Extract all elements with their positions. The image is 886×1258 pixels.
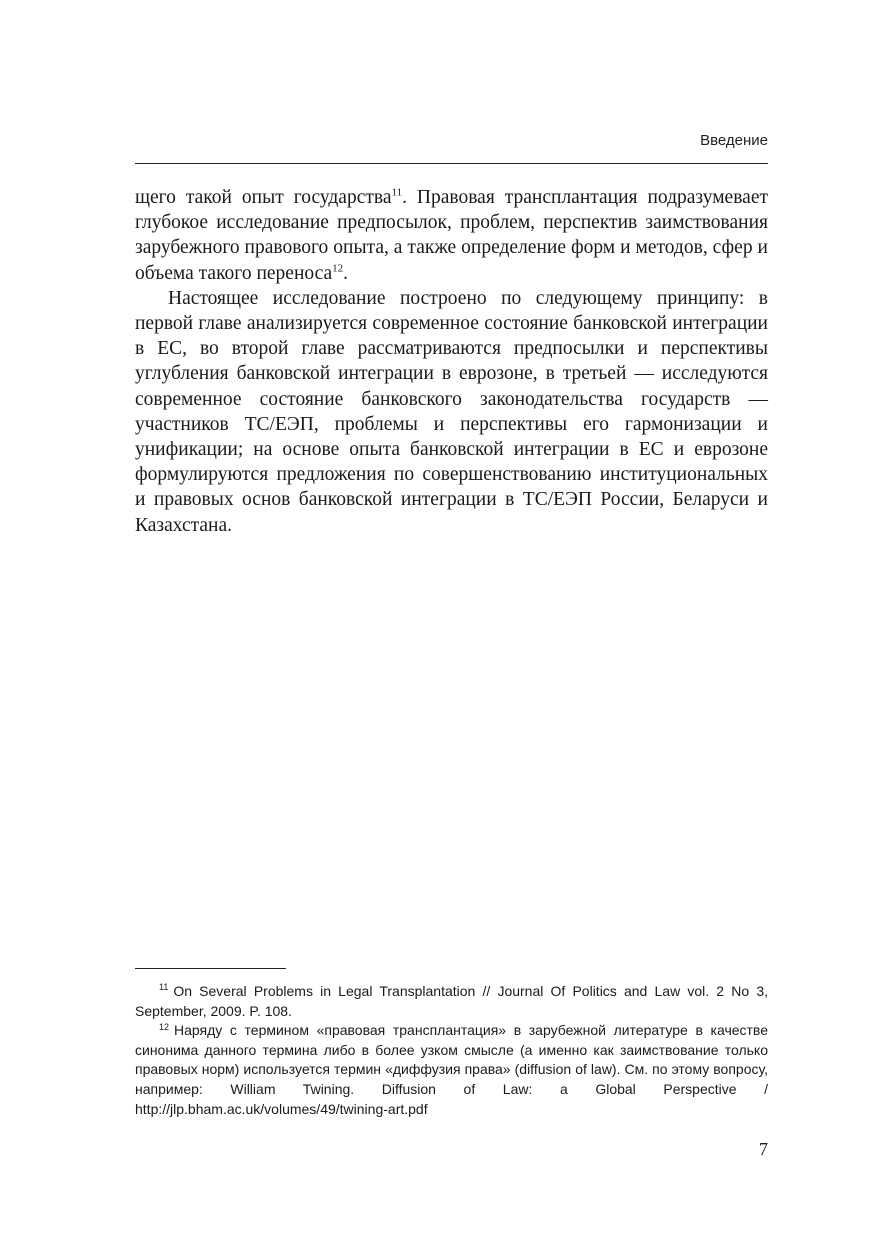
page-number: 7: [759, 1139, 768, 1159]
footnote-text: On Several Problems in Legal Transplantation // Journal Of Politics and Law vol. 2 No 3, September, 2009. P. 108.: [135, 983, 768, 1019]
paragraph-1-part-b: . Правовая трансплантация подразумевает глубокое исследование предпосылок, проблем, перспектив заимствования зарубежного правового опыта, а также определение форм и методов, сфер и объема такого переноса: [135, 187, 768, 284]
header-rule: [135, 163, 768, 164]
paragraph-1-part-c: .: [343, 262, 349, 284]
footnotes: [135, 982, 768, 1119]
paragraph-2: Настоящее исследование построено по следующему принципу: в первой главе анализируется современное состояние банковской интеграции в ЕС, во второй главе рассматриваются предпосылки и перспективы углубления банковской интеграции в еврозоне, в третьей — исследуются современное состояние банковского законодательства государств — участников ТС/ЕЭП, проблемы и перспективы его гармонизации и унификации; на основе опыта банковской интеграции в ЕС и еврозоне формулируются предложения по совершенствованию институциональных и правовых основ банковской интеграции в ТС/ЕЭП России, Беларуси и Казахстана.: [135, 287, 768, 536]
running-header: Введение: [700, 132, 768, 149]
footnote-ref-12: 12: [332, 262, 344, 275]
paragraph-1-part-a: щего такой опыт государства: [135, 187, 392, 208]
footnote-rule: [135, 968, 286, 969]
paragraph-1: [135, 185, 768, 286]
footnote-number: 12: [159, 1021, 170, 1032]
footnote-ref-11: 11: [391, 186, 403, 199]
footnote-text: Наряду с термином «правовая трансплантация» в зарубежной литературе в качестве синонима данного термина либо в более узком смысле (а именно как заимствование только правовых норм) используется термин «диффузия права» (diffusion of law). См. по этому вопросу, например: William Twining. Diffusion of Law: a Global Perspective / http://jlp.bham.ac.uk/volumes/49/twining-art.pdf: [135, 1022, 768, 1117]
main-text: [135, 185, 768, 538]
footnote-11: [135, 982, 768, 1021]
footnote-12: [135, 1021, 768, 1119]
footnote-number: 11: [159, 982, 169, 993]
